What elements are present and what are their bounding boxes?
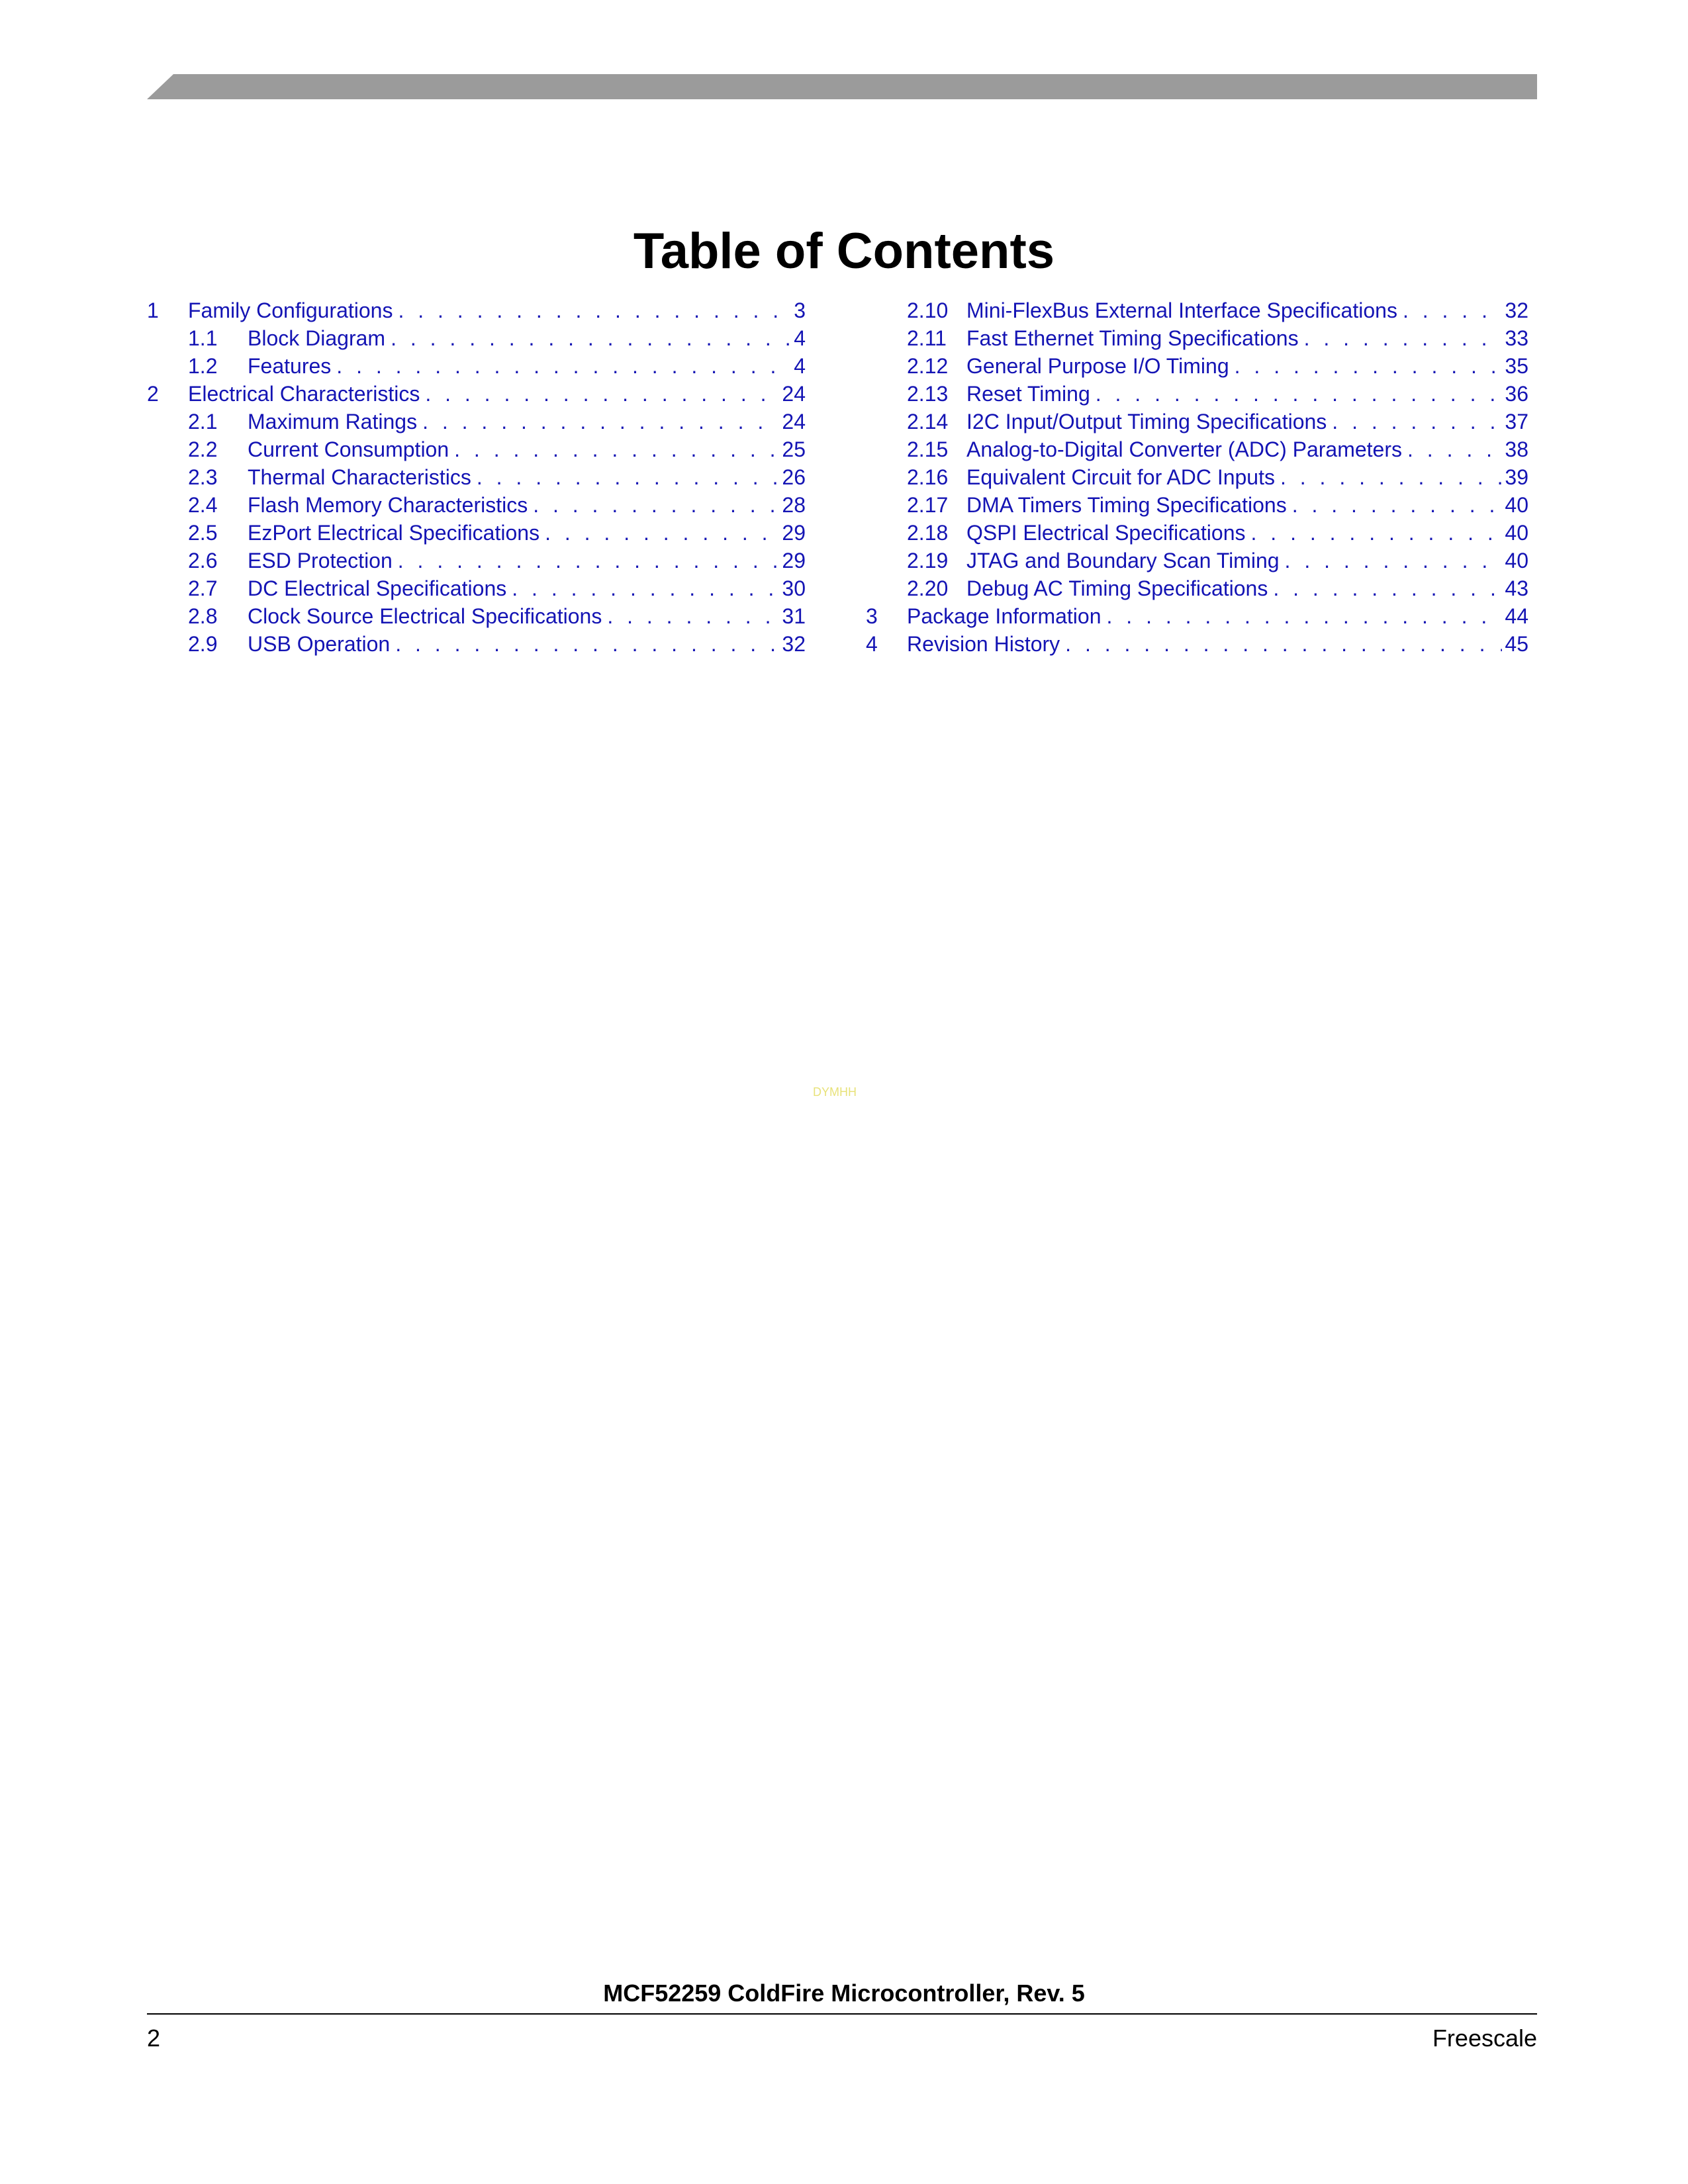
- toc-entry-page[interactable]: 32: [1505, 298, 1528, 322]
- toc-entry-title[interactable]: Flash Memory Characteristics: [248, 491, 533, 519]
- toc-entry-title[interactable]: Current Consumption: [248, 435, 454, 463]
- toc-entry[interactable]: [866, 408, 1528, 435]
- toc-entry-page[interactable]: 32: [782, 632, 806, 656]
- toc-entry-page[interactable]: 28: [782, 493, 806, 517]
- toc-entry-page[interactable]: 24: [782, 382, 806, 406]
- toc-entry-title[interactable]: JTAG and Boundary Scan Timing: [966, 547, 1285, 574]
- toc-entry-number: 2.10: [907, 298, 949, 322]
- toc-entry-title[interactable]: Analog-to-Digital Converter (ADC) Parameters: [966, 435, 1407, 463]
- page-number: 2: [147, 2025, 161, 2052]
- toc-dot-leader: [1096, 380, 1503, 408]
- toc-entry[interactable]: [866, 574, 1528, 602]
- toc-entry-title[interactable]: Thermal Characteristics: [248, 463, 477, 491]
- toc-entry[interactable]: [866, 602, 1528, 630]
- toc-entry-title[interactable]: Clock Source Electrical Specifications: [248, 602, 607, 630]
- toc-dot-leader: [425, 380, 779, 408]
- toc-dot-leader: [1304, 324, 1503, 352]
- toc-entry[interactable]: [147, 519, 806, 547]
- toc-entry-title[interactable]: DC Electrical Specifications: [248, 574, 512, 602]
- toc-dot-leader: [545, 519, 779, 547]
- toc-entry-number: 4: [866, 632, 878, 656]
- toc-dot-leader: [1273, 574, 1502, 602]
- toc-right-column: [866, 296, 1528, 658]
- toc-title: Table of Contents: [633, 223, 1055, 279]
- toc-entry-title[interactable]: Package Information: [907, 602, 1107, 630]
- toc-entry-title[interactable]: Equivalent Circuit for ADC Inputs: [966, 463, 1280, 491]
- toc-entry-number: 2.9: [188, 632, 218, 656]
- toc-entry[interactable]: [147, 296, 806, 324]
- toc-entry[interactable]: [866, 435, 1528, 463]
- toc-entry-number: 1.2: [188, 354, 218, 378]
- toc-dot-leader: [336, 352, 791, 380]
- toc-entry-page[interactable]: 29: [782, 521, 806, 545]
- toc-entry-number: 2.15: [907, 437, 949, 461]
- toc-dot-leader: [1332, 408, 1502, 435]
- toc-entry-number: 2.5: [188, 521, 218, 545]
- toc-entry-page[interactable]: 36: [1505, 382, 1528, 406]
- toc-entry-number: 2.19: [907, 549, 949, 572]
- toc-dot-leader: [1403, 296, 1502, 324]
- toc-dot-leader: [1292, 491, 1503, 519]
- toc-entry[interactable]: [147, 408, 806, 435]
- toc-dot-leader: [1107, 602, 1503, 630]
- toc-entry-page[interactable]: 29: [782, 549, 806, 572]
- toc-dot-leader: [398, 547, 780, 574]
- toc-entry-page[interactable]: 3: [794, 298, 806, 322]
- toc-entry[interactable]: [147, 491, 806, 519]
- toc-entry-number: 2.18: [907, 521, 949, 545]
- toc-entry-number: 2.4: [188, 493, 218, 517]
- toc-entry[interactable]: [147, 352, 806, 380]
- toc-entry-title[interactable]: General Purpose I/O Timing: [966, 352, 1235, 380]
- toc-entry-number: 1: [147, 298, 159, 322]
- toc-entry-title[interactable]: DMA Timers Timing Specifications: [966, 491, 1292, 519]
- toc-entry[interactable]: [147, 435, 806, 463]
- toc-entry-title[interactable]: USB Operation: [248, 630, 395, 658]
- toc-dot-leader: [1065, 630, 1502, 658]
- toc-entry-number: 3: [866, 604, 878, 628]
- toc-entry-page[interactable]: 44: [1505, 604, 1528, 628]
- toc-entry-number: 2.16: [907, 465, 949, 489]
- toc-entry-number: 2.3: [188, 465, 218, 489]
- toc-entry-title[interactable]: Revision History: [907, 630, 1065, 658]
- toc-dot-leader: [512, 574, 779, 602]
- toc-entry[interactable]: [866, 380, 1528, 408]
- toc-entry-title[interactable]: Maximum Ratings: [248, 408, 422, 435]
- toc-entry-title[interactable]: Family Configurations: [188, 296, 398, 324]
- toc-dot-leader: [533, 491, 779, 519]
- toc-entry-title[interactable]: EzPort Electrical Specifications: [248, 519, 545, 547]
- toc-entry[interactable]: [866, 630, 1528, 658]
- toc-entry-title[interactable]: Mini-FlexBus External Interface Specifications: [966, 296, 1403, 324]
- toc-entry-page[interactable]: 24: [782, 410, 806, 433]
- toc-entry[interactable]: [866, 519, 1528, 547]
- toc-entry[interactable]: [147, 324, 806, 352]
- toc-entry-page[interactable]: 33: [1505, 326, 1528, 350]
- toc-entry[interactable]: [866, 324, 1528, 352]
- toc-entry[interactable]: [147, 463, 806, 491]
- toc-entry-number: 2.2: [188, 437, 218, 461]
- toc-entry[interactable]: [147, 547, 806, 574]
- toc-entry-number: 2.17: [907, 493, 949, 517]
- toc-dot-leader: [398, 296, 791, 324]
- toc-entry-page[interactable]: 39: [1505, 465, 1528, 489]
- toc-entry[interactable]: [147, 602, 806, 630]
- toc-entry-number: 2.7: [188, 576, 218, 600]
- toc-entry-number: 2.20: [907, 576, 949, 600]
- toc-left-column: [147, 296, 806, 658]
- toc-dot-leader: [422, 408, 779, 435]
- toc-entry[interactable]: [866, 491, 1528, 519]
- footer-rule: [147, 2013, 1537, 2015]
- publisher: Freescale: [1432, 2025, 1537, 2052]
- toc-entry-page[interactable]: 40: [1505, 493, 1528, 517]
- toc-dot-leader: [1285, 547, 1503, 574]
- toc-entry-number: 2.6: [188, 549, 218, 572]
- toc-entry[interactable]: [147, 380, 806, 408]
- toc-dot-leader: [1407, 435, 1502, 463]
- toc-entry-number: 2.1: [188, 410, 218, 433]
- toc-entry-title[interactable]: Electrical Characteristics: [188, 380, 425, 408]
- toc-entry-number: 2.14: [907, 410, 949, 433]
- toc-entry-title[interactable]: Block Diagram: [248, 324, 391, 352]
- toc-entry-page[interactable]: 30: [782, 576, 806, 600]
- toc-entry-number: 2: [147, 382, 159, 406]
- toc-entry-page[interactable]: 26: [782, 465, 806, 489]
- toc-entry[interactable]: [147, 630, 806, 658]
- toc-entry-number: 2.11: [907, 326, 947, 350]
- toc-entry-number: 2.8: [188, 604, 218, 628]
- toc-entry-page[interactable]: 35: [1505, 354, 1528, 378]
- toc-dot-leader: [607, 602, 779, 630]
- toc-entry-number: 2.13: [907, 382, 949, 406]
- toc-dot-leader: [1235, 352, 1503, 380]
- toc-entry[interactable]: [866, 463, 1528, 491]
- toc-entry-page[interactable]: 40: [1505, 521, 1528, 545]
- toc-entry-title[interactable]: Features: [248, 352, 336, 380]
- toc-dot-leader: [1280, 463, 1502, 491]
- toc-entry-page[interactable]: 37: [1505, 410, 1528, 433]
- toc-dot-leader: [395, 630, 779, 658]
- toc-entry-number: 1.1: [188, 326, 218, 350]
- watermark: DYMHH: [813, 1085, 857, 1099]
- toc-entry-page[interactable]: 31: [782, 604, 806, 628]
- toc-dot-leader: [454, 435, 779, 463]
- toc-entry[interactable]: [866, 352, 1528, 380]
- toc-entry-page[interactable]: 4: [794, 354, 806, 378]
- toc-entry[interactable]: [147, 574, 806, 602]
- toc-entry[interactable]: [866, 296, 1528, 324]
- toc-entry-title[interactable]: Fast Ethernet Timing Specifications: [966, 324, 1304, 352]
- header-bar: [147, 74, 1537, 99]
- toc-dot-leader: [391, 324, 791, 352]
- toc-entry-page[interactable]: 4: [794, 326, 806, 350]
- toc-dot-leader: [1251, 519, 1503, 547]
- toc-entry-page[interactable]: 40: [1505, 549, 1528, 572]
- toc-dot-leader: [477, 463, 780, 491]
- toc-entry-page[interactable]: 38: [1505, 437, 1528, 461]
- toc-entry-title[interactable]: QSPI Electrical Specifications: [966, 519, 1251, 547]
- toc-entry-title[interactable]: Debug AC Timing Specifications: [966, 574, 1273, 602]
- toc-entry-title[interactable]: I2C Input/Output Timing Specifications: [966, 408, 1332, 435]
- footer-title: MCF52259 ColdFire Microcontroller, Rev. 5: [603, 1979, 1085, 2007]
- toc-entry-title[interactable]: Reset Timing: [966, 380, 1096, 408]
- toc-entry-page[interactable]: 45: [1505, 632, 1528, 656]
- toc-entry-page[interactable]: 43: [1505, 576, 1528, 600]
- toc-entry-number: 2.12: [907, 354, 949, 378]
- toc-entry-page[interactable]: 25: [782, 437, 806, 461]
- toc-entry-title[interactable]: ESD Protection: [248, 547, 398, 574]
- toc-entry[interactable]: [866, 547, 1528, 574]
